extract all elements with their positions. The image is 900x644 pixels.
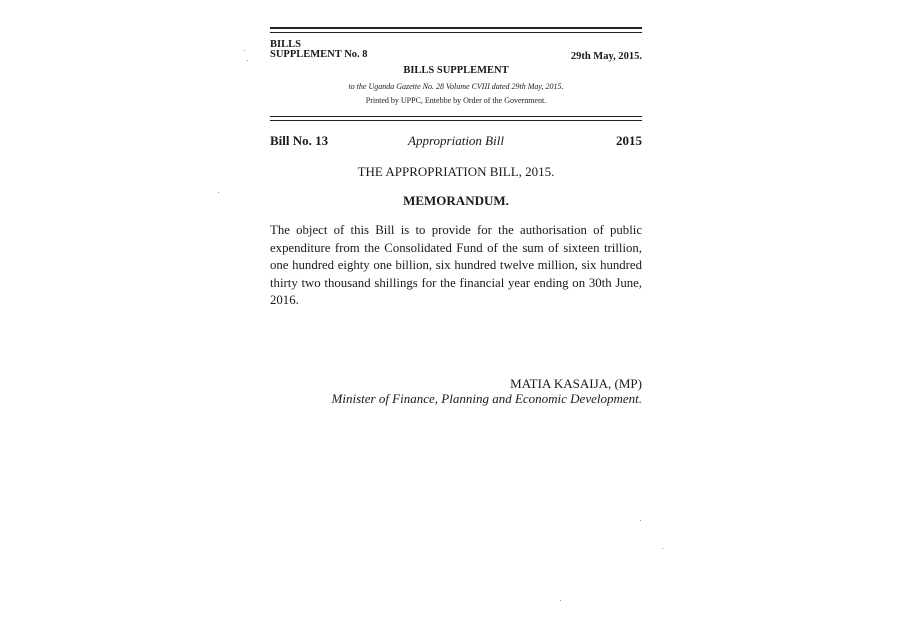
middle-rule xyxy=(270,116,642,117)
signatory-name: MATIA KASAIJA, (MP) xyxy=(510,376,642,391)
scan-speck xyxy=(244,50,245,51)
signatory-title: Minister of Finance, Planning and Economic Development. xyxy=(331,391,642,406)
header-date: 29th May, 2015. xyxy=(570,51,642,62)
header-line-bills: BILLS xyxy=(270,39,301,50)
top-rule-thin xyxy=(270,32,642,33)
printed-by-line: Printed by UPPC, Entebbe by Order of the Government. xyxy=(365,96,547,105)
top-rule xyxy=(270,27,642,29)
scan-speck xyxy=(247,60,248,61)
memorandum-body: The object of this Bill is to provide for the authorisation of public expenditure from the Consolidated Fund of the sum of sixteen trillion, one hundred eighty one billion, six hundred twelve million, six hundred thirty two thousand shillings for the financial year ending on 30th June, 2016. xyxy=(270,223,642,307)
scan-speck xyxy=(218,192,219,193)
gazette-header xyxy=(270,40,368,60)
bill-title: THE APPROPRIATION BILL, 2015. xyxy=(357,164,555,179)
header-line-supplement: SUPPLEMENT No. 8 xyxy=(270,49,368,60)
scan-speck xyxy=(662,548,663,549)
document-page xyxy=(270,0,642,644)
scan-speck xyxy=(640,520,641,521)
bill-number: Bill No. 13 xyxy=(270,133,329,148)
bill-running-title: Appropriation Bill xyxy=(408,133,504,148)
memorandum-heading: MEMORANDUM. xyxy=(403,193,509,208)
scan-speck xyxy=(560,600,561,601)
bill-year: 2015 xyxy=(616,133,642,148)
supplement-title: BILLS SUPPLEMENT xyxy=(403,65,509,76)
middle-rule-thin xyxy=(270,120,642,121)
supplement-subtitle: to the Uganda Gazette No. 28 Volume CVIII dated 29th May, 2015. xyxy=(348,82,564,91)
